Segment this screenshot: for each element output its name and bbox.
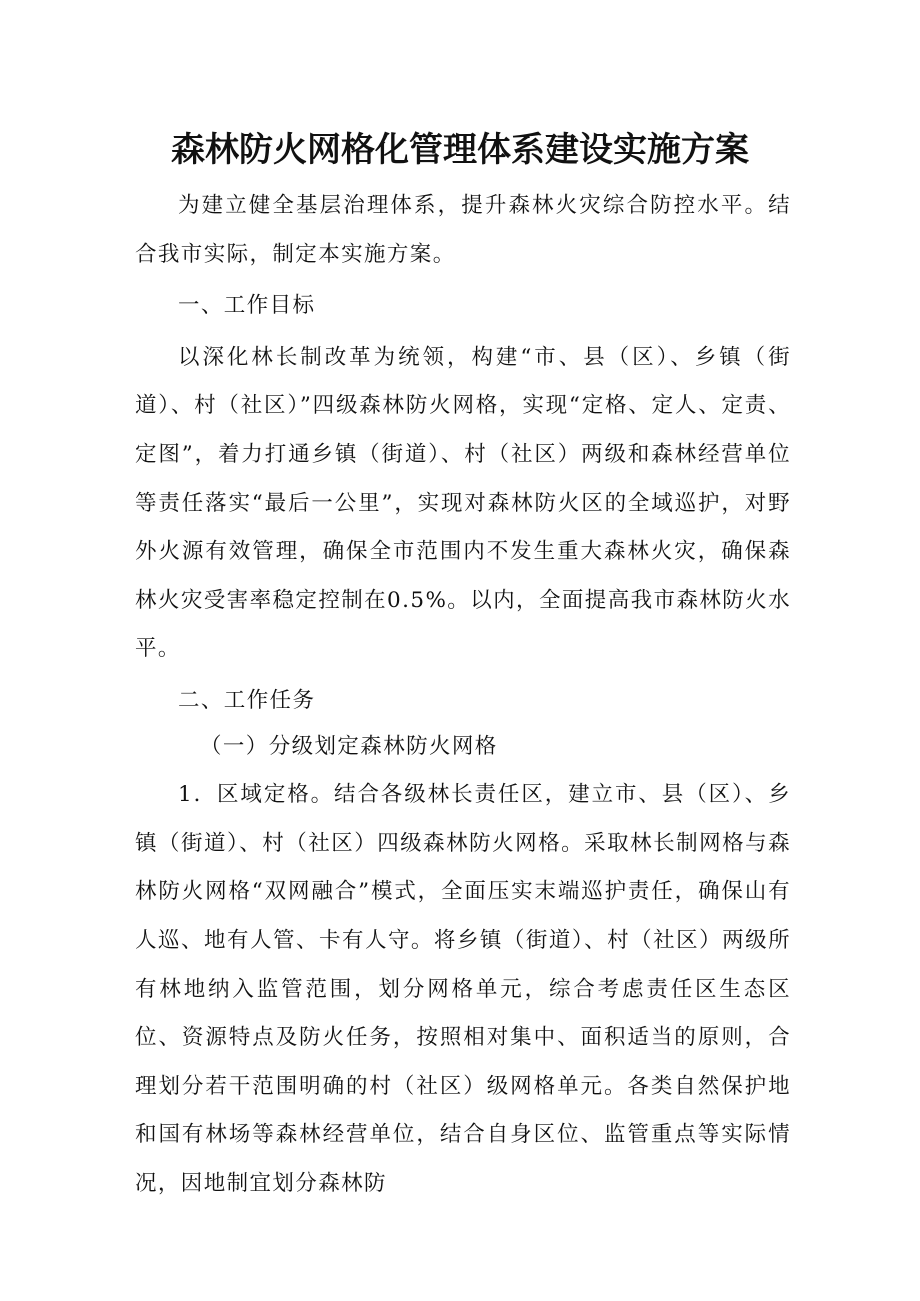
document-body (135, 182, 791, 1208)
section-heading-goals: 一、工作目标 (178, 293, 316, 319)
region-grid-paragraph: 1．区域定格。结合各级林长责任区，建立市、县（区）、乡镇（街道）、村（社区）四级森林防火网格。采取林长制网格与森林防火网格“双网融合”模式，全面压实末端巡护责任，确保山有人巡、地有人管、卡有人守。将乡镇（街道）、村（社区）两级所有林地纳入监管范围，划分网格单元，综合考虑责任区生态区位、资源特点及防火任务，按照相对集中、面积适当的原则，合理划分若干范围明确的村（社区）级网格单元。各类自然保护地和国有林场等森林经营单位，结合自身区位、监管重点等实际情况，因地制宜划分森林防 (135, 782, 791, 1196)
intro-paragraph: 为建立健全基层治理体系，提升森林火灾综合防控水平。结合我市实际，制定本实施方案。 (135, 193, 791, 267)
section-heading-tasks: 二、工作任务 (178, 687, 316, 713)
subsection-heading-grid: （一）分级划定森林防火网格 (200, 733, 498, 759)
document-title: 森林防火网格化管理体系建设实施方案 (171, 130, 749, 170)
goals-paragraph: 以深化林长制改革为统领，构建“市、县（区）、乡镇（街道）、村（社区）”四级森林防火网格，实现“定格、定人、定责、定图”，着力打通乡镇（街道）、村（社区）两级和森林经营单位等责任落实“最后一公里”，实现对森林防火区的全域巡护，对野外火源有效管理，确保全市范围内不发生重大森林火灾，确保森林火灾受害率稳定控制在0.5%。以内，全面提高我市森林防火水平。 (135, 344, 791, 662)
